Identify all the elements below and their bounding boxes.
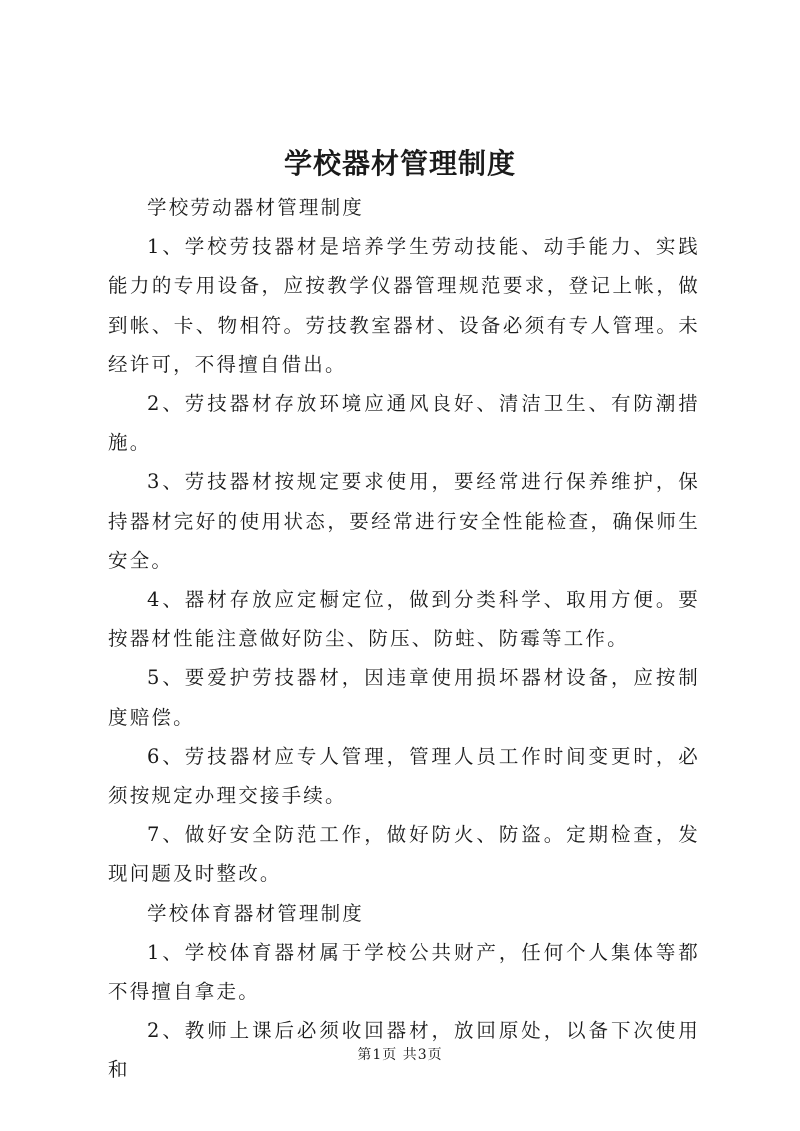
section-heading: 学校体育器材管理制度 <box>147 901 365 925</box>
paragraph: 2、教师上课后必须收回器材，放回原处，以备下次使用和 <box>108 1019 700 1082</box>
paragraph: 2、劳技器材存放环境应通风良好、清洁卫生、有防潮措施。 <box>108 392 700 455</box>
paragraph: 1、学校体育器材属于学校公共财产，任何个人集体等都不得擅自拿走。 <box>108 940 700 1004</box>
page-footer: 第1页 共3页 <box>357 1047 443 1063</box>
paragraph: 6、劳技器材应专人管理，管理人员工作时间变更时，必须按规定办理交接手续。 <box>108 744 700 808</box>
document-body <box>108 188 700 1090</box>
paragraph: 1、学校劳技器材是培养学生劳动技能、动手能力、实践能力的专用设备，应按教学仪器管理规范要求，登记上帐，做到帐、卡、物相符。劳技教室器材、设备必须有专人管理。未经许可，不得擅自借出。 <box>108 235 700 376</box>
document-title: 学校器材管理制度 <box>283 147 516 180</box>
paragraph: 7、做好安全防范工作，做好防火、防盗。定期检查，发现问题及时整改。 <box>108 823 700 886</box>
paragraph: 5、要爱护劳技器材，因违章使用损坏器材设备，应按制度赔偿。 <box>108 666 700 729</box>
section-heading: 学校劳动器材管理制度 <box>147 196 365 219</box>
paragraph: 3、劳技器材按规定要求使用，要经常进行保养维护，保持器材完好的使用状态，要经常进行安全性能检查，确保师生安全。 <box>108 470 700 572</box>
paragraph: 4、器材存放应定橱定位，做到分类科学、取用方便。要按器材性能注意做好防尘、防压、防蛀、防霉等工作。 <box>108 588 700 651</box>
